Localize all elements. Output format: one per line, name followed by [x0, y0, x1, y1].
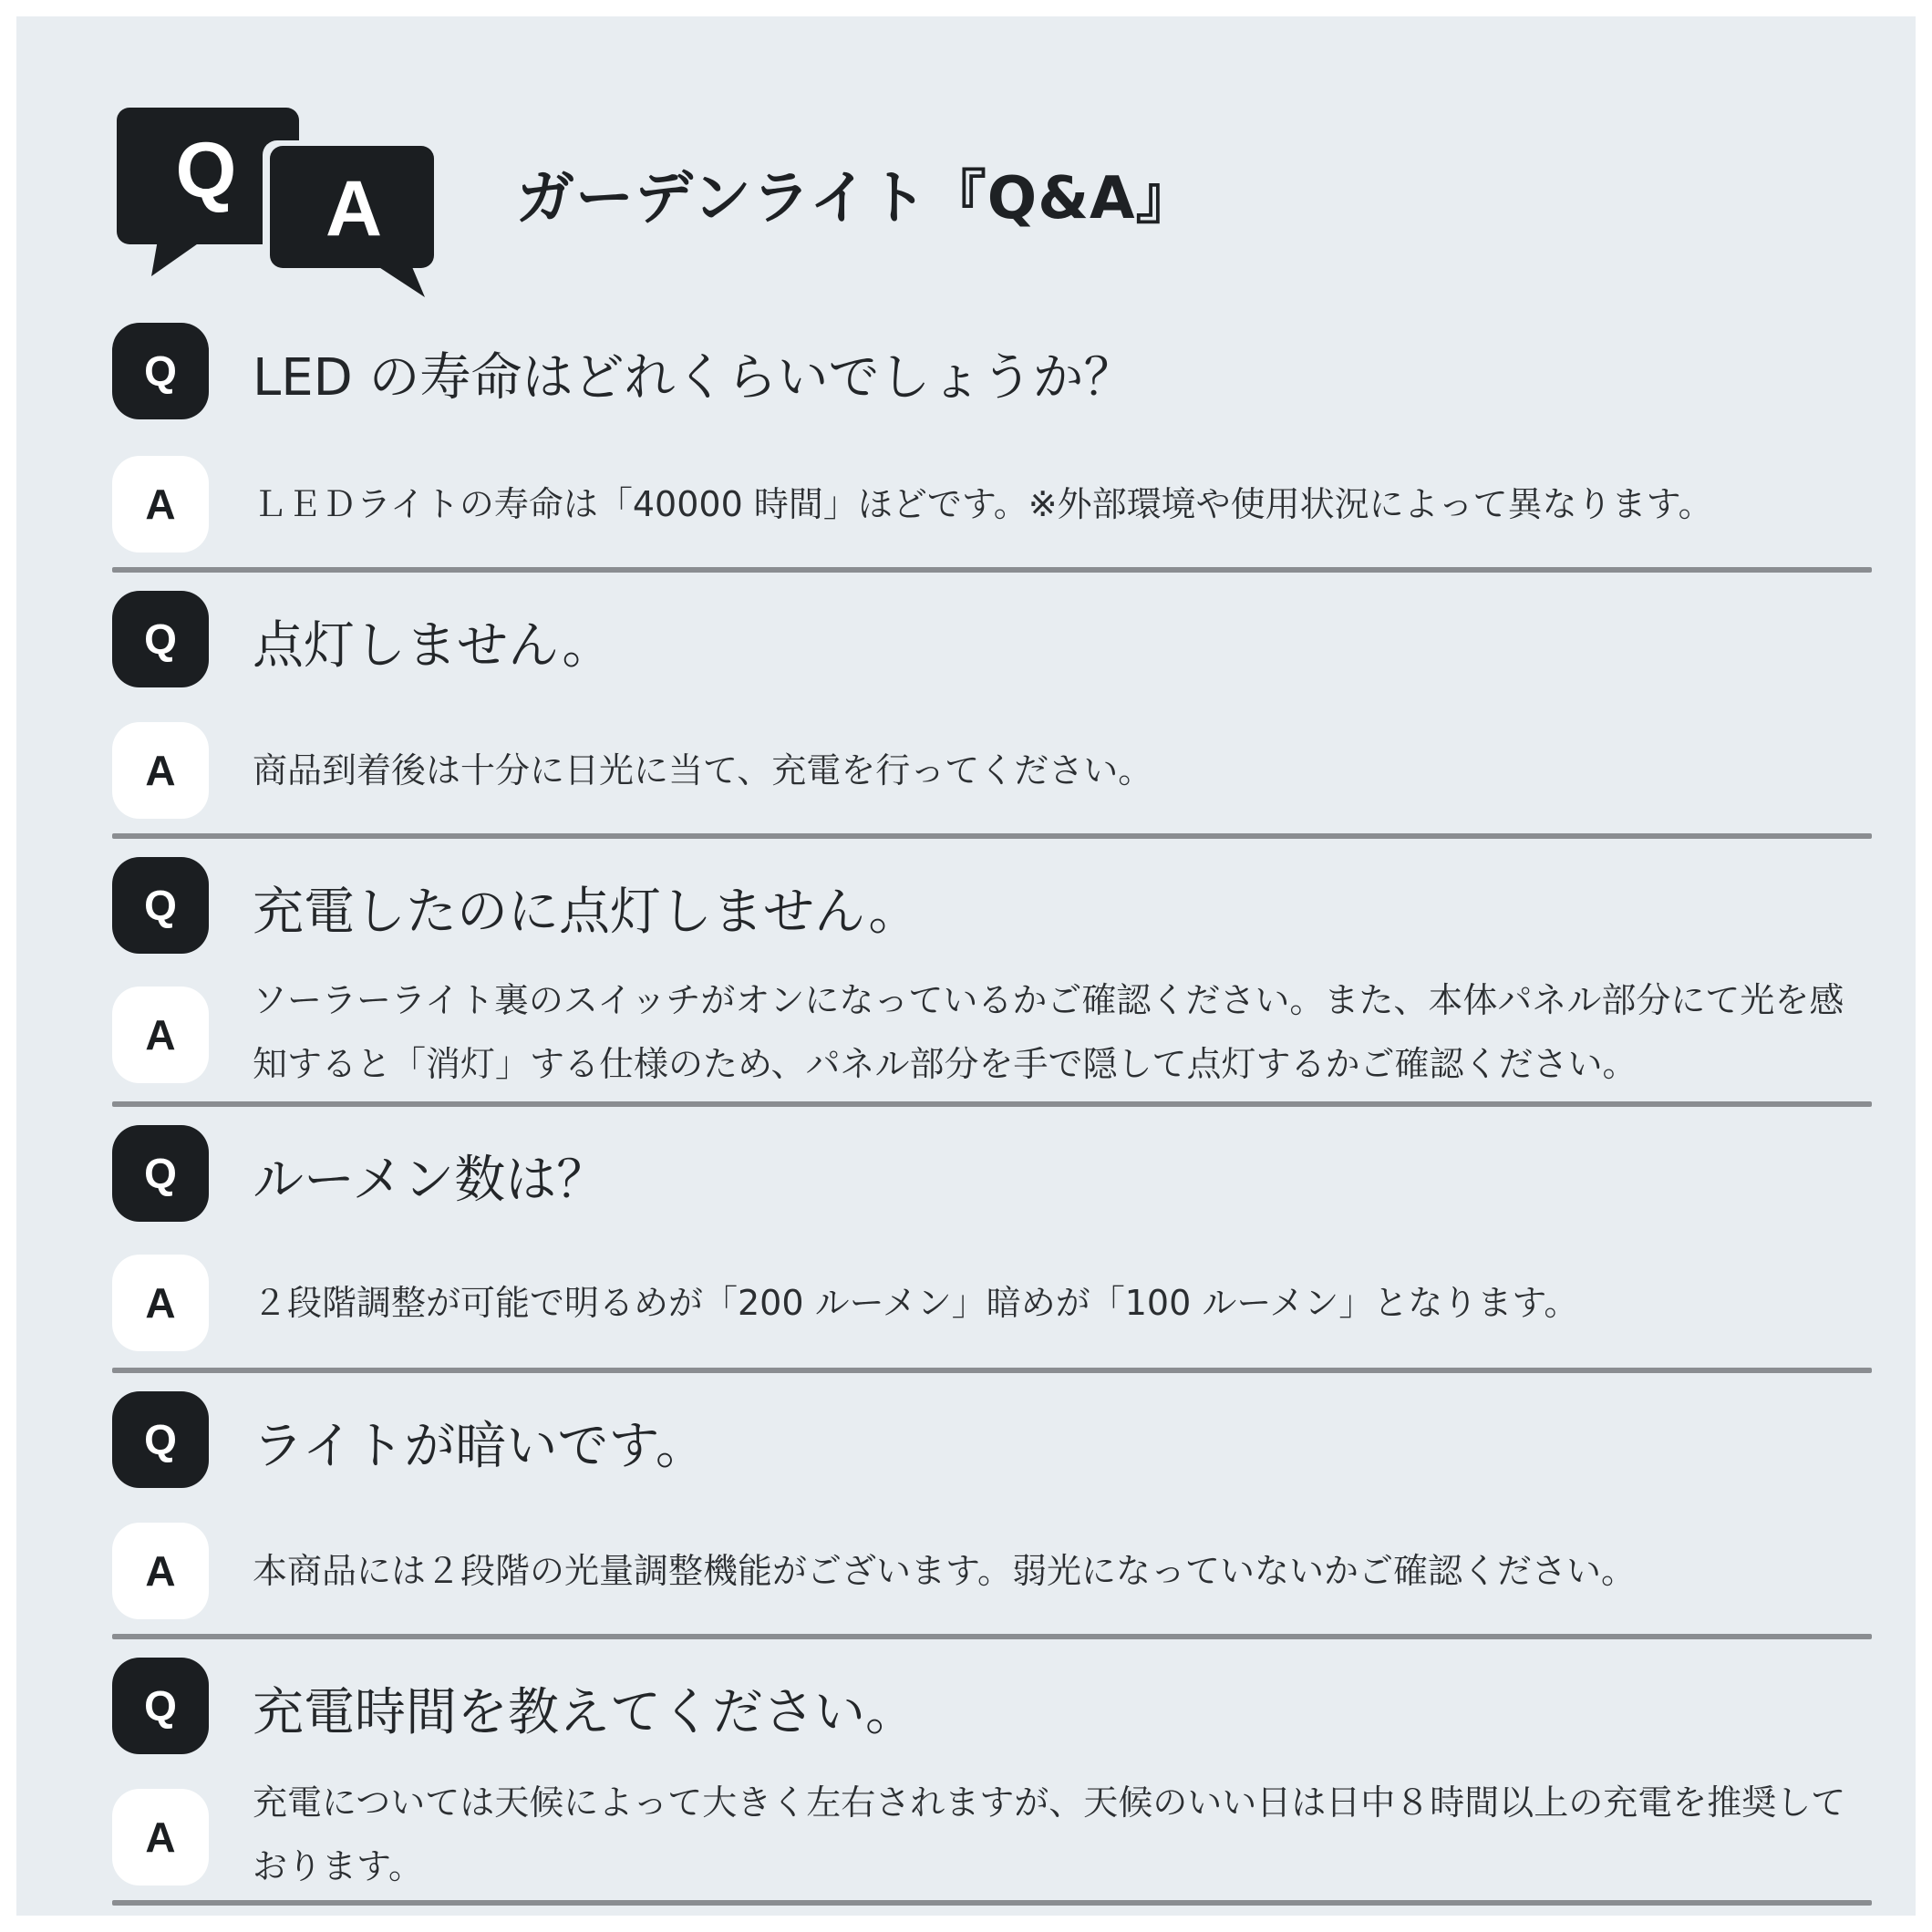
logo-a-letter: A — [325, 165, 383, 253]
question-text: ライトが暗いです。 — [253, 1417, 707, 1476]
answer-badge: A — [112, 1255, 209, 1351]
divider — [112, 833, 1872, 839]
answer-badge: A — [112, 1523, 209, 1619]
question-text: ルーメン数は？ — [253, 1151, 608, 1210]
question-badge: Q — [112, 591, 209, 687]
answer-text: ソーラーライト裏のスイッチがオンになっているかご確認ください。また、本体パネル部分にて光を感知すると「消灯」する仕様のため、パネル部分を手で隠して点灯するかご確認ください。 — [253, 980, 1844, 1084]
divider — [112, 1101, 1872, 1107]
question-text: 点灯しません。 — [253, 616, 614, 676]
question-badge: Q — [112, 323, 209, 419]
question-text: 充電したのに点灯しません。 — [253, 883, 920, 942]
answer-badge: A — [112, 456, 209, 553]
answer-text: 商品到着後は十分に日光に当て、充電を行ってください。 — [253, 750, 1153, 790]
question-badge: Q — [112, 1658, 209, 1754]
divider — [112, 1368, 1872, 1373]
qa-speech-bubbles-icon — [117, 108, 440, 299]
page-title: ガーデンライト『Q&A』 — [516, 165, 1195, 232]
question-text: 充電時間を教えてください。 — [253, 1683, 916, 1742]
question-badge: Q — [112, 1391, 209, 1488]
answer-text: 本商品には２段階の光量調整機能がございます。弱光になっていないかご確認ください。 — [253, 1551, 1636, 1591]
question-text: LED の寿命はどれくらいでしょうか？ — [253, 348, 1135, 408]
answer-badge: A — [112, 722, 209, 819]
answer-badge: A — [112, 987, 209, 1083]
answer-badge: A — [112, 1789, 209, 1886]
divider — [112, 567, 1872, 573]
qa-panel — [16, 16, 1916, 1916]
answer-text: ２段階調整が可能で明るめが「200 ルーメン」暗めが「100 ルーメン」となります。 — [253, 1283, 1579, 1323]
answer-text: 充電については天候によって大きく左右されますが、天候のいい日は日中８時間以上の充電を推奨しております。 — [253, 1782, 1846, 1886]
logo-q-letter: Q — [175, 127, 237, 214]
divider — [112, 1900, 1872, 1906]
answer-text: ＬＥＤライトの寿命は「40000 時間」ほどです。※外部環境や使用状況によって異なります。 — [253, 484, 1713, 524]
question-badge: Q — [112, 857, 209, 954]
question-badge: Q — [112, 1125, 209, 1222]
divider — [112, 1634, 1872, 1639]
